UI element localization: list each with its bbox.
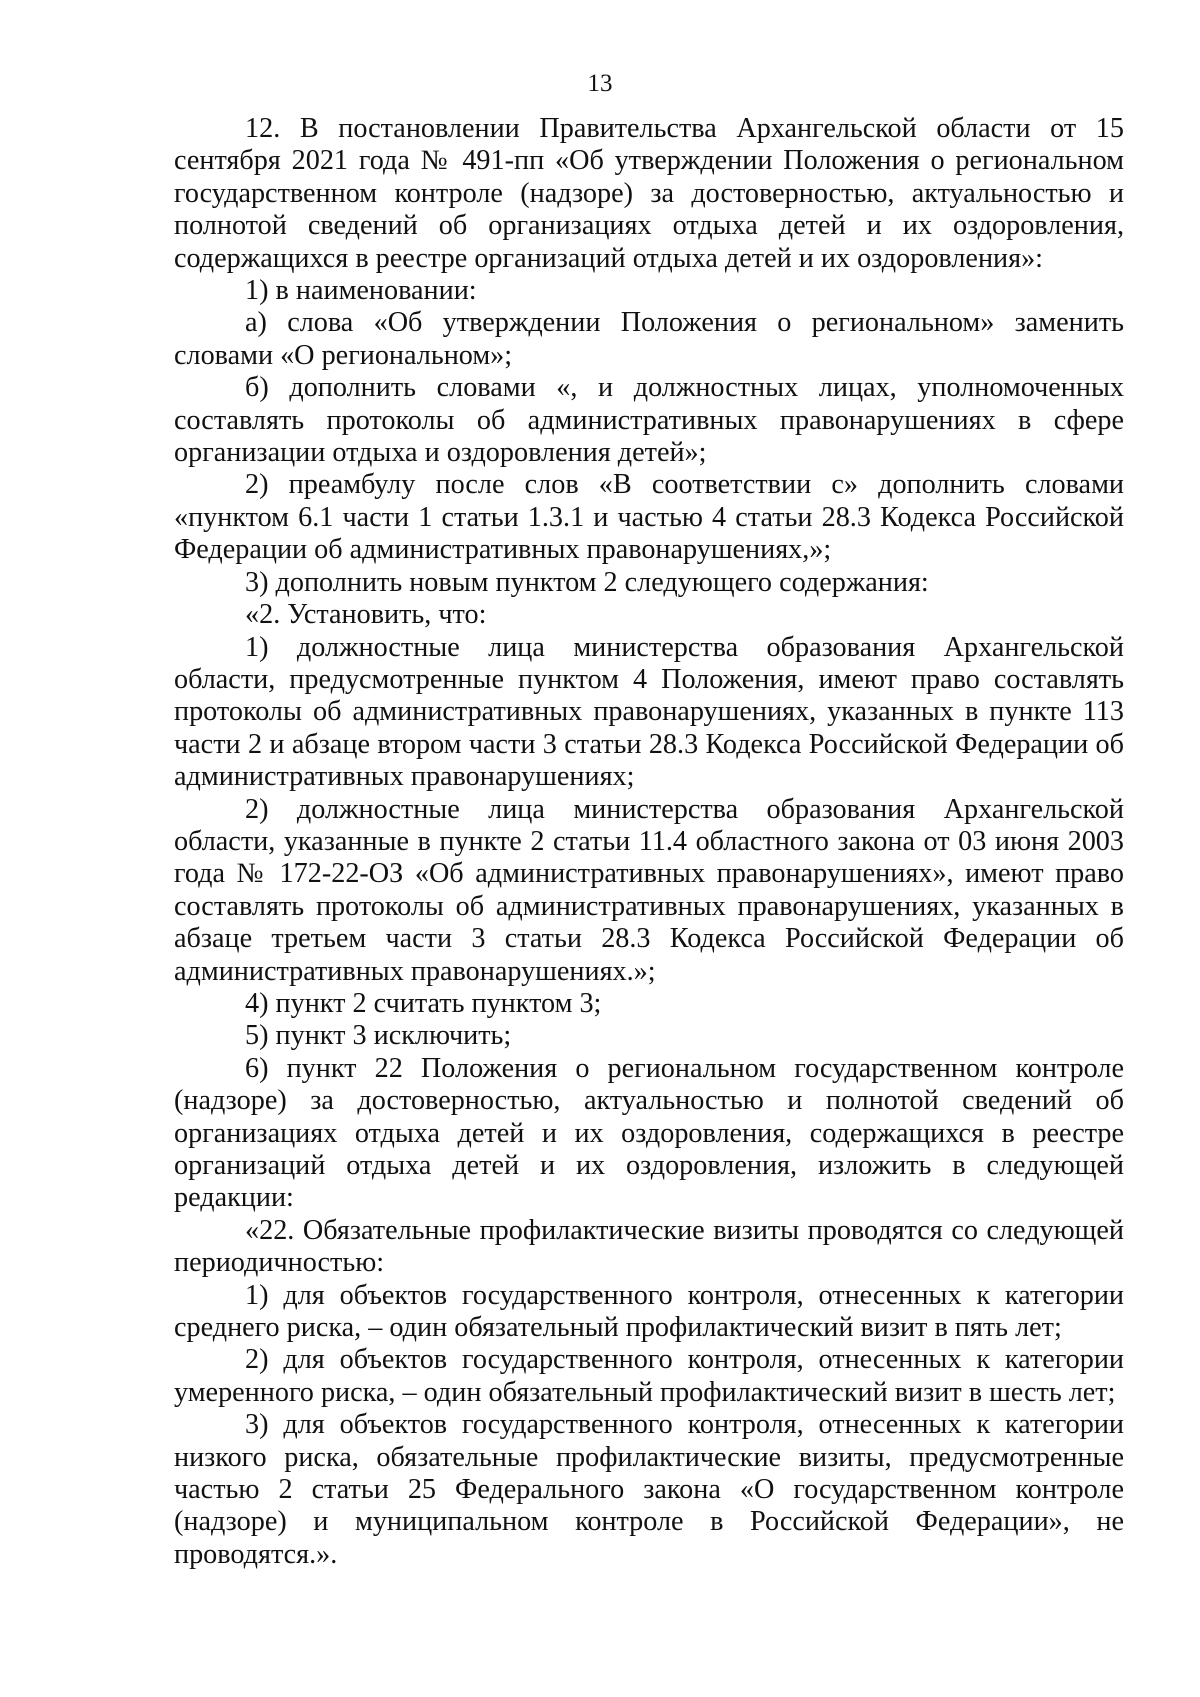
paragraph-subitem-1: 1) в наименовании: [245,275,477,307]
paragraph-subitem-4: 4) пункт 2 считать пунктом 3; [245,987,602,1019]
paragraph-item-22: «22. Обязательные профилактические визиты проводятся со следующей периодичностью: [174,1214,1124,1279]
paragraph-subitem-5: 5) пункт 3 исключить; [245,1020,512,1052]
paragraph-subitem-2: 2) преамбулу после слов «В соответствии с» дополнить словами «пунктом 6.1 части 1 статьи 1.3.1 и частью 4 статьи 28.3 Кодекса Российской Федерации об административных правонарушениях,»; [174,469,1124,566]
paragraph-item-22-2: 2) для объектов государственного контроля, отнесенных к категории умеренного риска, – один обязательный профилактический визит в шесть лет; [174,1344,1124,1408]
paragraph-new-item-2-2: 2) должностные лица министерства образования Архангельской области, указанные в пункте 2 статьи 11.4 областного закона от 03 июня 2003 года № 172-22-ОЗ «Об административных правонарушениях», имеют право составлять протоколы об административных правонарушениях, указанных в абзаце третьем части 3 статьи 28.3 Кодекса Российской Федерации об административных правонарушениях.»; [174,793,1124,987]
paragraph-item-12: 12. В постановлении Правительства Архангельской области от 15 сентября 2021 года № 491-пп «Об утверждении Положения о региональном государственном контроле (надзоре) за достоверностью, актуальностью и полнотой сведений об организациях отдыха детей и их оздоровления, содержащихся в реестре организаций отдыха детей и их оздоровления»: [174,113,1124,274]
paragraph-subitem-b: б) дополнить словами «, и должностных лицах, уполномоченных составлять протоколы об административных правонарушениях в сфере организации отдыха и оздоровления детей»; [174,372,1124,469]
paragraph-subitem-3: 3) дополнить новым пунктом 2 следующего содержания: [245,566,929,598]
paragraph-new-item-2-1: 1) должностные лица министерства образования Архангельской области, предусмотренные пунктом 4 Положения, имеют право составлять протоколы об административных правонарушениях, указанных в пункте 113 части 2 и абзаце втором части 3 статьи 28.3 Кодекса Российской Федерации об административных правонарушениях; [174,631,1124,793]
paragraph-new-item-2: «2. Установить, что: [245,599,487,631]
paragraph-item-22-3: 3) для объектов государственного контроля, отнесенных к категории низкого риска, обязательные профилактические визиты, предусмотренные частью 2 статьи 25 Федерального закона «О государственном контроле (надзоре) и муниципальном контроле в Российской Федерации», не проводятся.». [174,1409,1124,1570]
paragraph-subitem-6: 6) пункт 22 Положения о региональном государственном контроле (надзоре) за достоверностью, актуальностью и полнотой сведений об организациях отдыха детей и их оздоровления, содержащихся в реестре организаций отдыха детей и их оздоровления, изложить в следующей редакции: [174,1052,1124,1214]
document-body [174,113,1124,1571]
page-number: 13 [587,70,613,97]
paragraph-item-22-1: 1) для объектов государственного контроля, отнесенных к категории среднего риска, – один обязательный профилактический визит в пять лет; [174,1279,1124,1344]
paragraph-subitem-a: а) слова «Об утверждении Положения о региональном» заменить словами «О региональном»; [174,307,1124,371]
